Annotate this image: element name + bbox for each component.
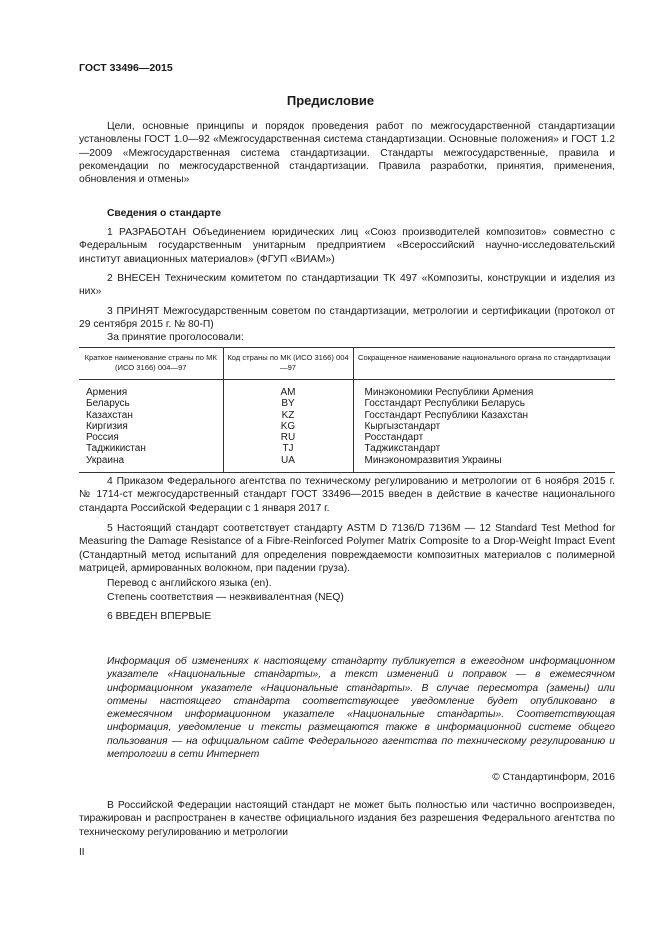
country-code: RU [223, 432, 353, 443]
voting-table [79, 347, 615, 473]
table-header-row [79, 348, 615, 380]
national-body: Минэкономразвития Украины [353, 455, 615, 473]
item-6-text: 6 ВВЕДЕН ВПЕРВЫЕ [107, 611, 212, 622]
national-body: Госстандарт Республики Беларусь [353, 398, 615, 409]
conformity-note [79, 591, 615, 604]
item-1 [79, 226, 615, 266]
table-row [79, 455, 615, 473]
reproduction-notice-text: В Российской Федерации настоящий стандарт не может быть полностью или частично воспроизведен, тиражирован и распространен в качестве официального издания без разрешения Федерального агентства по техническому регулированию и метрологии [79, 800, 615, 838]
page-title: Предисловие [286, 93, 375, 108]
national-body: Росстандарт [353, 432, 615, 443]
table-row [79, 380, 615, 399]
item-5 [79, 522, 615, 575]
table-row [79, 398, 615, 409]
country-name: Казахстан [86, 409, 133, 421]
header-national-body: Сокращенное наименование национального органа по стандартизации [353, 348, 615, 380]
national-body: Госстандарт Республики Казахстан [353, 410, 615, 421]
country-code: KG [223, 421, 353, 432]
national-body: Таджикстандарт [353, 443, 615, 454]
item-4-text: 4 Приказом Федерального агентства по техническому регулированию и метрологии от 6 ноября 2015 г. № 1714-ст межгосударственный стандарт ГОСТ 33496—2015 введен в действие в качестве национального стандарта Российской Федерации с 1 января 2017 г. [79, 476, 615, 514]
national-body: Минэкономики Республики Армения [353, 380, 615, 399]
national-body: Кыргызстандарт [353, 421, 615, 432]
item-2 [79, 272, 615, 299]
country-code: TJ [223, 443, 353, 454]
country-name: Киргизия [86, 420, 128, 432]
intro-text: Цели, основные принципы и порядок проведения работ по межгосударственной стандартизации установлены ГОСТ 1.0—92 «Межгосударственная система стандартизации. Основные положения» и ГОСТ 1.2—2009 «Межгосударственная система стандартизации. Стандарты межгосударственные, правила и рекомендации по межгосударственной стандартизации. Правила разработки, принятия, применения, обновления и отмены» [79, 121, 615, 186]
header-country-code: Код страны по МК (ИСО 3166) 004—97 [223, 348, 353, 380]
country-name: Россия [86, 432, 119, 444]
item-2-text: 2 ВНЕСЕН Техническим комитетом по стандартизации ТК 497 «Композиты, конструкции и изделия из них» [79, 273, 615, 298]
country-code: AM [223, 380, 353, 399]
table-row [79, 432, 615, 443]
country-code: UA [223, 455, 353, 473]
item-3-text: 3 ПРИНЯТ Межгосударственным советом по стандартизации, метрологии и сертификации (протокол от 29 сентября 2015 г. № 80-П) [79, 306, 615, 331]
item-6 [79, 610, 615, 623]
translation-note [79, 577, 615, 590]
section-heading: Сведения о стандарте [107, 208, 222, 219]
table-row [79, 410, 615, 421]
item-5-text: 5 Настоящий стандарт соответствует стандарту ASTM D 7136/D 7136M — 12 Standard Test Method for Measuring the Damage Resistance of a Fibre-Reinforced Polymer Matrix Composite to a Drop-Weight Impact Event (Стандартный метод испытаний для определения повреждаемости композитных материалов с полимерной матрицей, армированных волокном, при падении груза). [79, 523, 615, 574]
country-code: KZ [223, 410, 353, 421]
translation-text: Перевод с английского языка (en). [107, 578, 272, 589]
reproduction-notice [79, 799, 615, 839]
intro-paragraph [79, 120, 615, 186]
item-4 [79, 475, 615, 515]
country-name: Таджикистан [86, 443, 146, 455]
table-row [79, 421, 615, 432]
table-row [79, 443, 615, 454]
country-code: BY [223, 398, 353, 409]
document-id-header: ГОСТ 33496—2015 [79, 62, 173, 74]
item-3 [79, 305, 615, 332]
vote-intro-text: За принятие проголосовали: [107, 332, 244, 343]
conformity-text: Степень соответствия — неэквивалентная (NEQ) [107, 592, 344, 603]
country-name: Армения [86, 387, 128, 398]
vote-intro [79, 331, 615, 344]
info-notice: Информация об изменениях к настоящему стандарту публикуется в ежегодном информационном указателе «Национальные стандарты», а текст изменений и поправок — в ежемесячном информационном указателе «Национальные стандарты». В случае пересмотра (замены) или отмены настоящего стандарта соответствующее уведомление будет опубликовано в ежемесячном информационном указателе «Национальные стандарты». Соответствующая информация, уведомление и тексты размещаются также в информационной системе общего пользования — на официальном сайте Федерального агентства по техническому регулированию и метрологии в сети Интернет [107, 656, 615, 761]
header-country-name: Краткое наименование страны по МК (ИСО 3166) 004—97 [79, 348, 223, 380]
copyright: © Стандартинформ, 2016 [492, 772, 615, 783]
country-name: Украина [79, 455, 223, 473]
item-1-text: 1 РАЗРАБОТАН Объединением юридических лиц «Союз производителей композитов» совместно с Федеральным государственным унитарным предприятием «Всероссийский научно-исследовательский институт авиационных материалов» (ФГУП «ВИАМ») [79, 227, 615, 265]
page-number: II [79, 847, 85, 858]
country-name: Беларусь [86, 398, 130, 410]
